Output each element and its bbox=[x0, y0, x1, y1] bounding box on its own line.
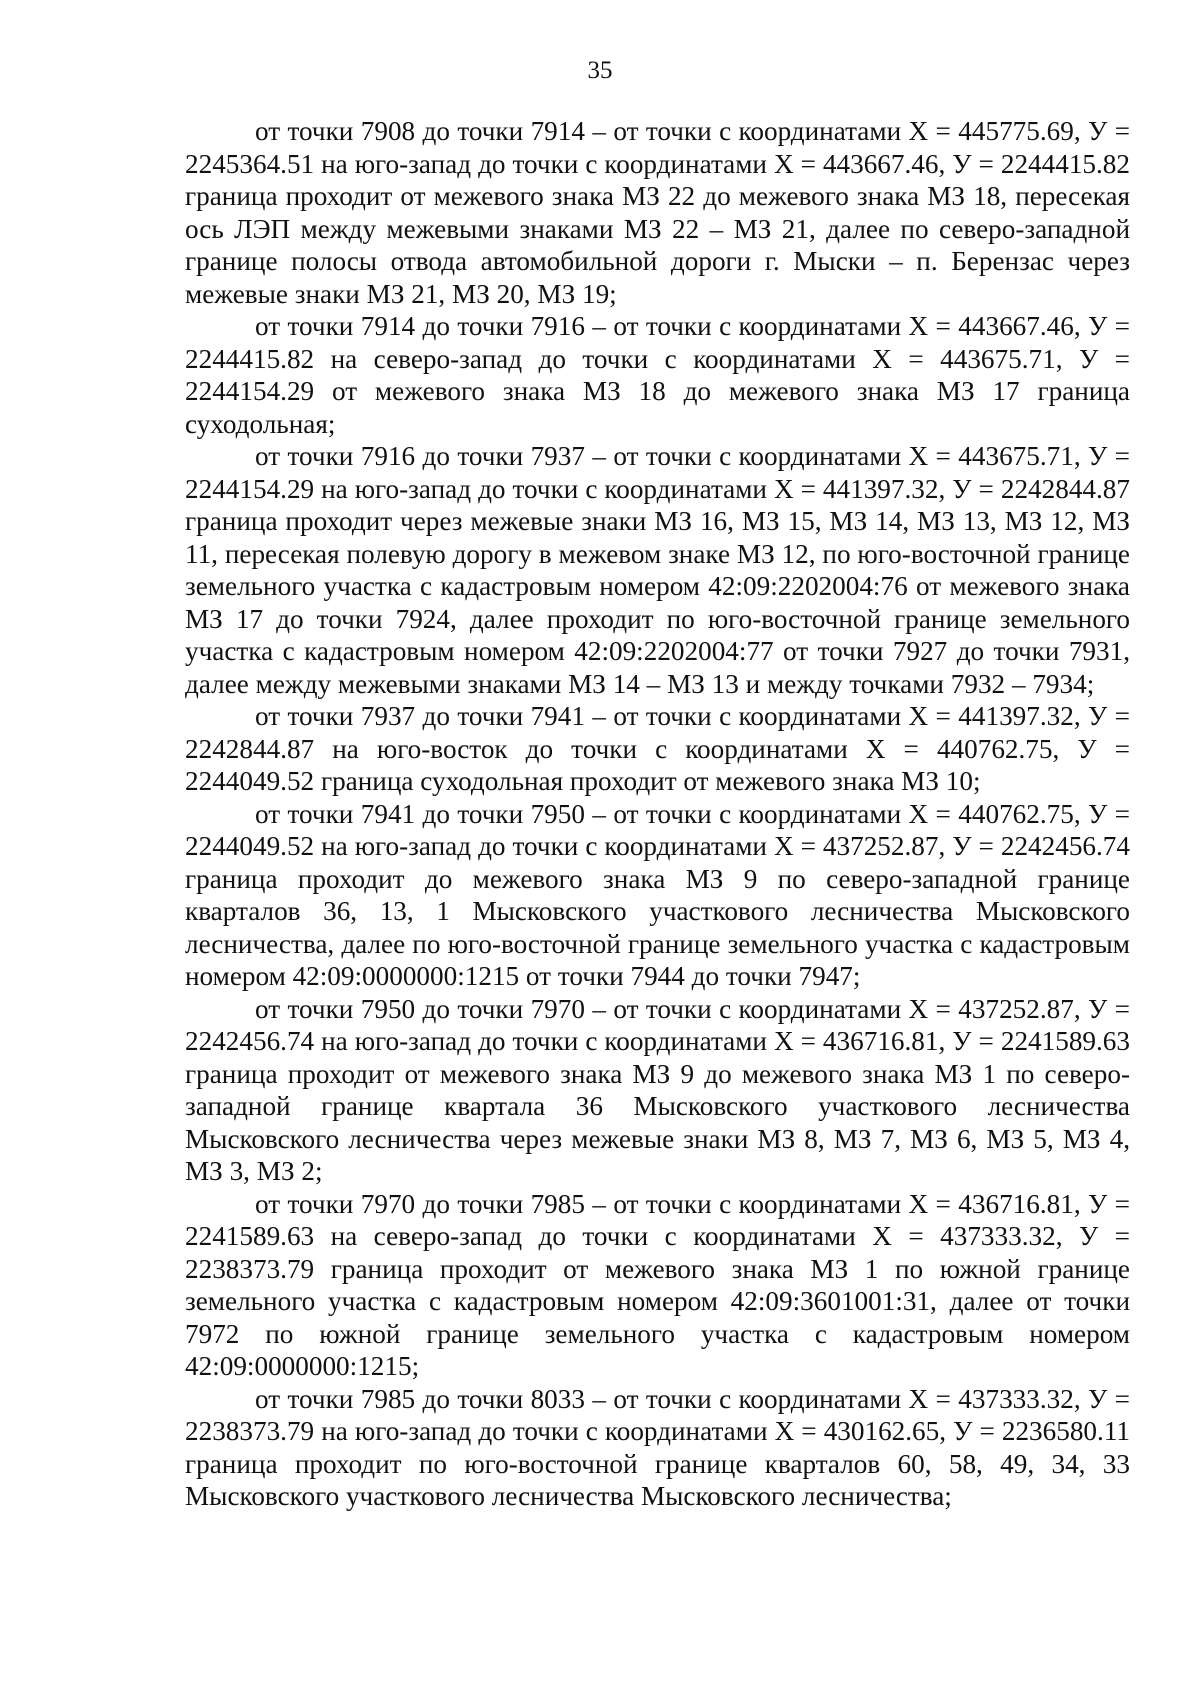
page-number: 35 bbox=[587, 57, 613, 84]
boundary-segment-7985-8033: от точки 7985 до точки 8033 – от точки с координатами Х = 437333.32, У = 2238373.79 на юго-запад до точки с координатами Х = 430162.65, У = 2236580.11 граница проходит по юго-восточной границе кварталов 60, 58, 49, 34, 33 Мысковского участкового лесничества Мысковского лесничества; bbox=[185, 1383, 1130, 1511]
boundary-segment-7914-7916: от точки 7914 до точки 7916 – от точки с координатами Х = 443667.46, У = 2244415.82 на северо-запад до точки с координатами Х = 443675.71, У = 2244154.29 от межевого знака МЗ 18 до межевого знака МЗ 17 граница суходольная; bbox=[185, 311, 1130, 439]
boundary-segment-7950-7970: от точки 7950 до точки 7970 – от точки с координатами Х = 437252.87, У = 2242456.74 на юго-запад до точки с координатами Х = 436716.81, У = 2241589.63 граница проходит от межевого знака МЗ 9 до межевого знака МЗ 1 по северо-западной границе квартала 36 Мысковского участкового лесничества Мысковского лесничества через межевые знаки МЗ 8, МЗ 7, МЗ 6, МЗ 5, МЗ 4, МЗ 3, МЗ 2; bbox=[185, 993, 1130, 1186]
boundary-segment-7970-7985: от точки 7970 до точки 7985 – от точки с координатами Х = 436716.81, У = 2241589.63 на северо-запад до точки с координатами Х = 437333.32, У = 2238373.79 граница проходит от межевого знака МЗ 1 по южной границе земельного участка с кадастровым номером 42:09:3601001:31, далее от точки 7972 по южной границе земельного участка с кадастровым номером 42:09:0000000:1215; bbox=[185, 1188, 1130, 1381]
boundary-segment-7941-7950: от точки 7941 до точки 7950 – от точки с координатами Х = 440762.75, У = 2244049.52 на юго-запад до точки с координатами Х = 437252.87, У = 2242456.74 граница проходит до межевого знака МЗ 9 по северо-западной границе кварталов 36, 13, 1 Мысковского участкового лесничества Мысковского лесничества, далее по юго-восточной границе земельного участка с кадастровым номером 42:09:0000000:1215 от точки 7944 до точки 7947; bbox=[185, 798, 1130, 991]
document-body bbox=[185, 115, 1130, 1513]
boundary-segment-7916-7937: от точки 7916 до точки 7937 – от точки с координатами Х = 443675.71, У = 2244154.29 на юго-запад до точки с координатами Х = 441397.32, У = 2242844.87 граница проходит через межевые знаки МЗ 16, МЗ 15, МЗ 14, МЗ 13, МЗ 12, МЗ 11, пересекая полевую дорогу в межевом знаке МЗ 12, по юго-восточной границе земельного участка с кадастровым номером 42:09:2202004:76 от межевого знака МЗ 17 до точки 7924, далее проходит по юго-восточной границе земельного участка с кадастровым номером 42:09:2202004:77 от точки 7927 до точки 7931, далее между межевыми знаками МЗ 14 – МЗ 13 и между точками 7932 – 7934; bbox=[185, 441, 1130, 699]
boundary-segment-7937-7941: от точки 7937 до точки 7941 – от точки с координатами Х = 441397.32, У = 2242844.87 на юго-восток до точки с координатами Х = 440762.75, У = 2244049.52 граница суходольная проходит от межевого знака МЗ 10; bbox=[185, 701, 1130, 796]
boundary-segment-7908-7914: от точки 7908 до точки 7914 – от точки с координатами Х = 445775.69, У = 2245364.51 на юго-запад до точки с координатами Х = 443667.46, У = 2244415.82 граница проходит от межевого знака МЗ 22 до межевого знака МЗ 18, пересекая ось ЛЭП между межевыми знаками МЗ 22 – МЗ 21, далее по северо-западной границе полосы отвода автомобильной дороги г. Мыски – п. Берензас через межевые знаки МЗ 21, МЗ 20, МЗ 19; bbox=[185, 116, 1130, 309]
